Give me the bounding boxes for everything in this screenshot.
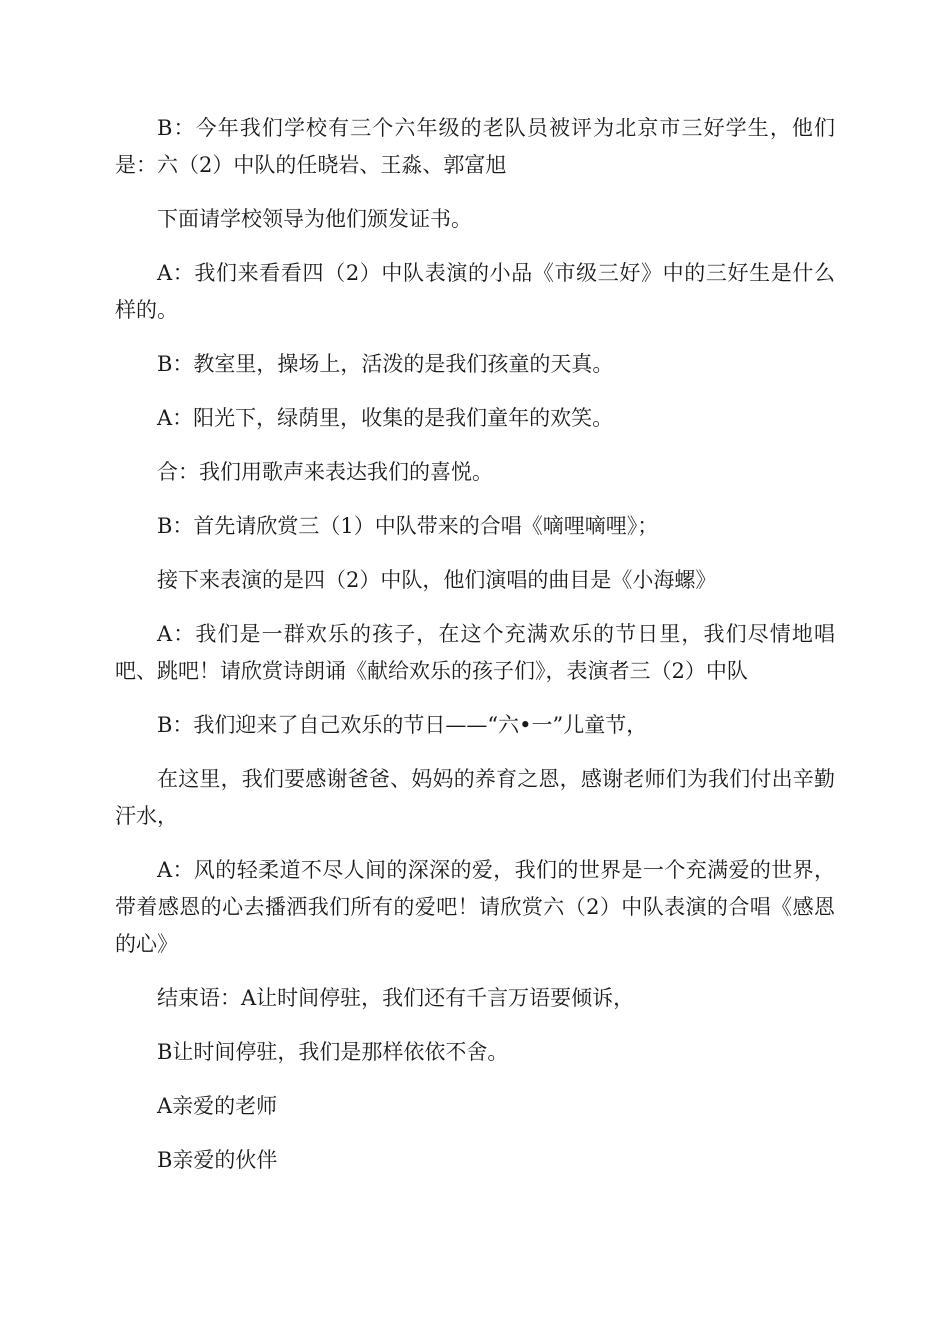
paragraph: B：教室里，操场上，活泼的是我们孩童的天真。 (157, 352, 614, 376)
paragraph: 下面请学校领导为他们颁发证书。 (157, 207, 472, 231)
paragraph: 结束语：A让时间停驻，我们还有千言万语要倾诉， (157, 986, 635, 1010)
paragraph: B：今年我们学校有三个六年级的老队员被评为北京市三好学生，他们是：六（2）中队的任晓岩、王淼、郭富旭 (115, 116, 835, 177)
paragraph: A：阳光下，绿荫里，收集的是我们童年的欢笑。 (157, 406, 614, 430)
paragraph: 接下来表演的是四（2）中队，他们演唱的曲目是《小海螺》 (157, 568, 717, 592)
paragraph: 在这里，我们要感谢爸爸、妈妈的养育之恩，感谢老师们为我们付出辛勤汗水， (115, 767, 835, 828)
paragraph: A：我们是一群欢乐的孩子，在这个充满欢乐的节日里，我们尽情地唱吧、跳吧！请欣赏诗朗诵《献给欢乐的孩子们》，表演者三（2）中队 (115, 622, 835, 683)
paragraph: A：风的轻柔道不尽人间的深深的爱，我们的世界是一个充满爱的世界，带着感恩的心去播洒我们所有的爱吧！请欣赏六（2）中队表演的合唱《感恩的心》 (115, 858, 835, 956)
paragraph: A：我们来看看四（2）中队表演的小品《市级三好》中的三好生是什么样的。 (115, 261, 835, 322)
paragraph: A亲爱的老师 (157, 1094, 278, 1118)
paragraph: B亲爱的伙伴 (157, 1148, 278, 1172)
paragraph: B让时间停驻，我们是那样依依不舍。 (157, 1040, 509, 1064)
paragraph: 合：我们用歌声来表达我们的喜悦。 (157, 460, 493, 484)
paragraph: B：我们迎来了自己欢乐的节日——“六•一”儿童节， (157, 713, 648, 737)
document-body (115, 110, 835, 1196)
paragraph: B：首先请欣赏三（1）中队带来的合唱《嘀哩嘀哩》； (157, 514, 659, 538)
